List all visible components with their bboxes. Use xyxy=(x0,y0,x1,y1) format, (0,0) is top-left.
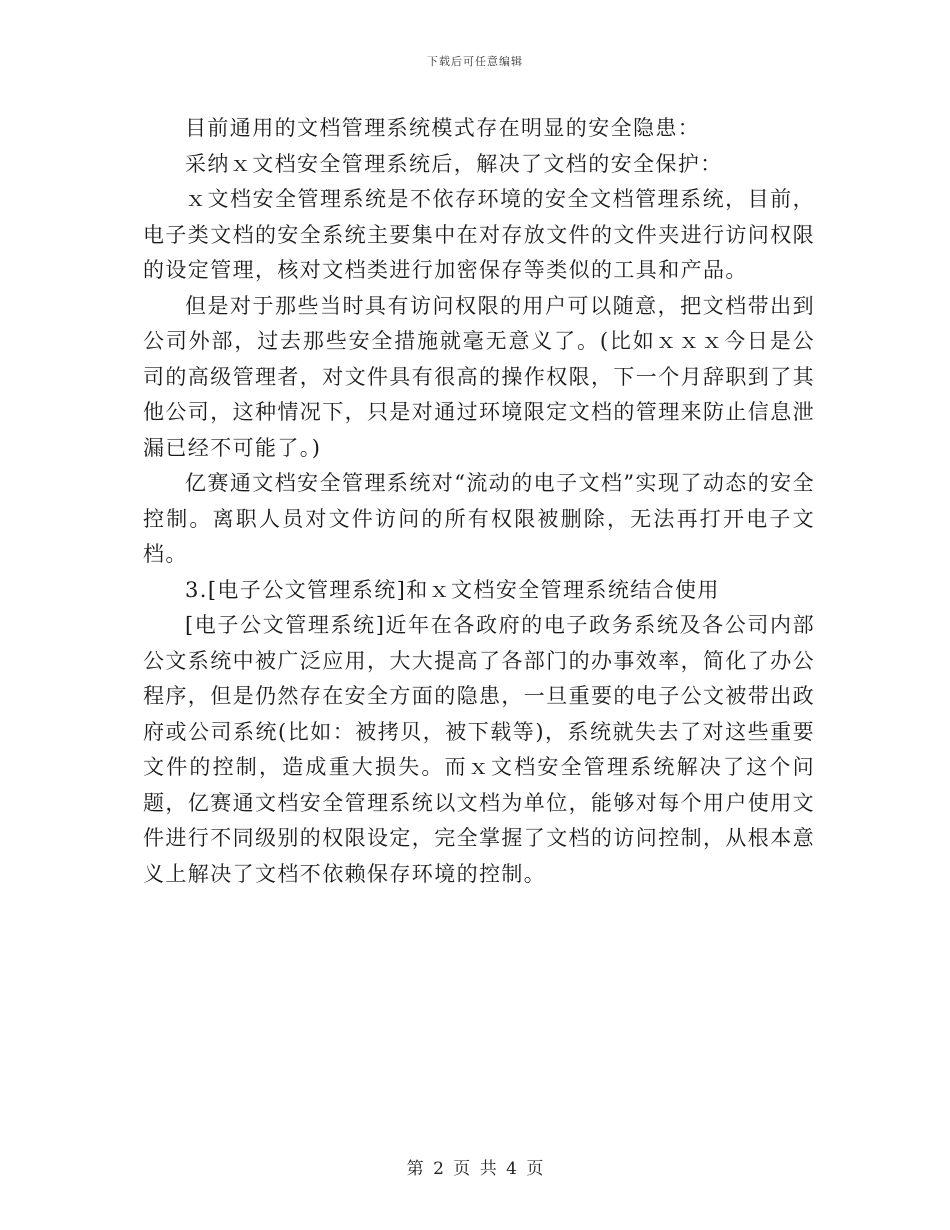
section-heading: 3.[电子公文管理系统]和ｘ文档安全管理系统结合使用 xyxy=(185,577,720,602)
paragraph: 但是对于那些当时具有访问权限的用户可以随意，把文档带出到公司外部，过去那些安全措施就毫无意义了。(比如ｘｘｘ今日是公司的高级管理者，对文件具有很高的操作权限，下一个月辞职到了其他公司，这种情况下，只是对通过环境限定文档的管理来防止信息泄漏已经不可能了。) xyxy=(143,293,815,460)
paragraph: 亿赛通文档安全管理系统对“流动的电子文档”实现了动态的安全控制。离职人员对文件访问的所有权限被删除，无法再打开电子文档。 xyxy=(143,471,815,566)
paragraph: 采纳ｘ文档安全管理系统后，解决了文档的安全保护： xyxy=(185,151,723,176)
paragraph: ｘ文档安全管理系统是不依存环境的安全文档管理系统，目前，电子类文档的安全系统主要集中在对存放文件的文件夹进行访问权限的设定管理，核对文档类进行加密保存等类似的工具和产品。 xyxy=(143,187,815,282)
page-header: 下载后可任意编辑 xyxy=(427,55,523,68)
paragraph: [电子公文管理系统]近年在各政府的电子政务系统及各公司内部公文系统中被广泛应用，大大提高了各部门的办事效率，简化了办公程序，但是仍然存在安全方面的隐患，一旦重要的电子公文被带出政府或公司系统(比如：被拷贝，被下载等)，系统就失去了对这些重要文件的控制，造成重大损失。而ｘ文档安全管理系统解决了这个问题，亿赛通文档安全管理系统以文档为单位，能够对每个用户使用文件进行不同级别的权限设定，完全掌握了文档的访问控制，从根本意义上解决了文档不依赖保存环境的控制。 xyxy=(143,613,815,886)
page-number: 第 2 页 共 4 页 xyxy=(406,1159,544,1179)
document-body xyxy=(143,111,815,892)
paragraph: 目前通用的文档管理系统模式存在明显的安全隐患： xyxy=(185,116,701,140)
